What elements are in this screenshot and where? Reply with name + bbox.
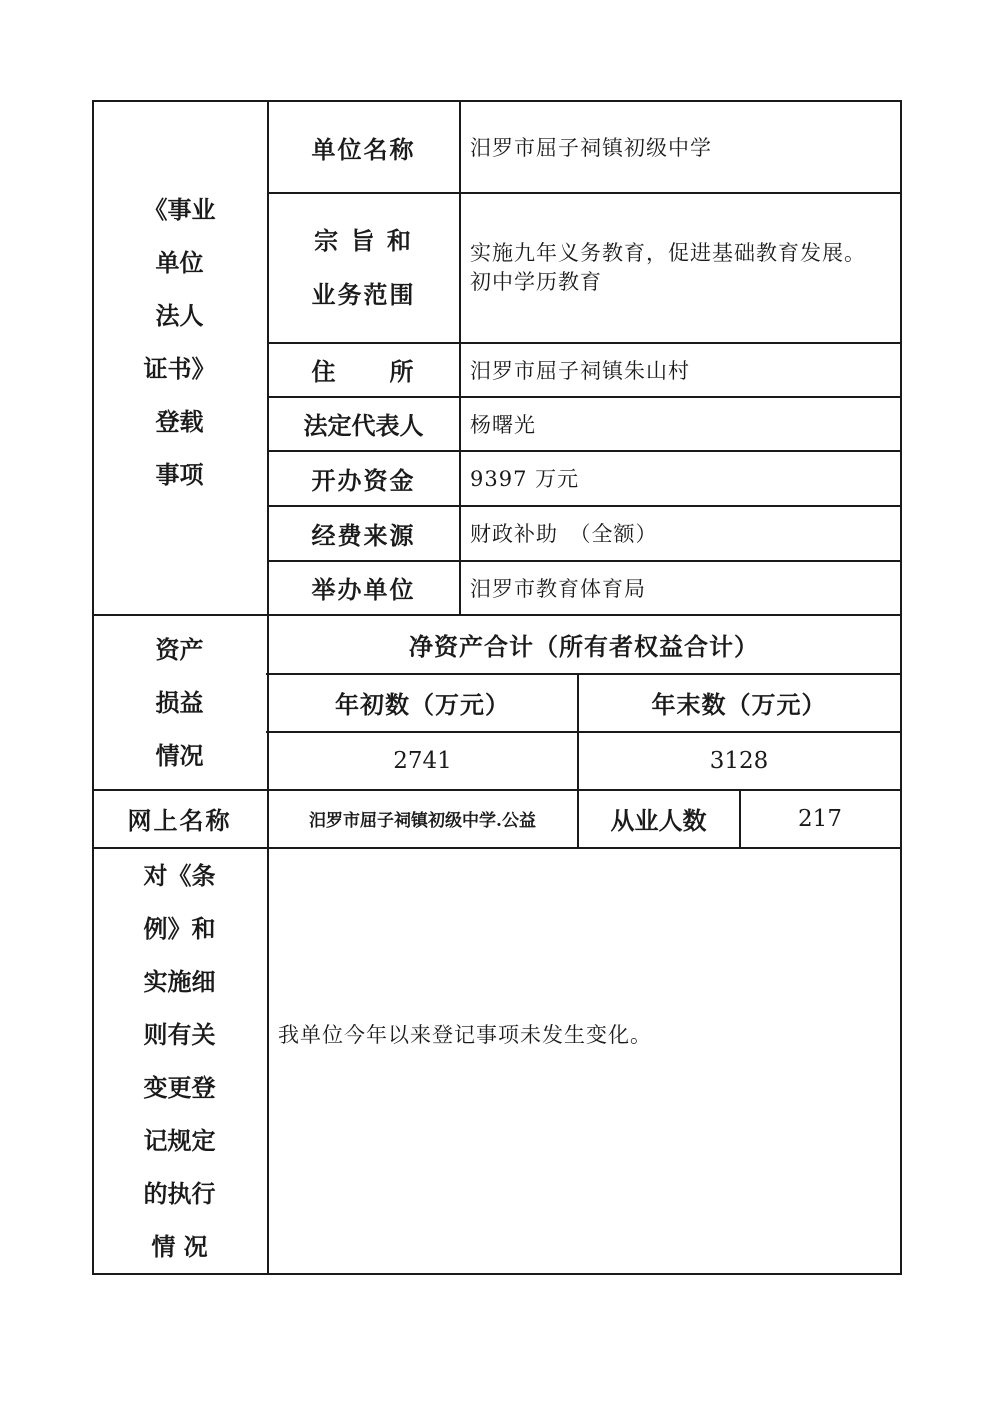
start-of-year-label: 年初数（万元） [335, 690, 510, 719]
legal-representative-label: 法定代表人 [303, 411, 424, 440]
compliance-value: 我单位今年以来登记事项未发生变化。 [278, 1023, 652, 1047]
registration-side-label-text: 《事业 单位 法人 证书》 登载 事项 [143, 195, 216, 489]
online-name-label: 网上名称 [127, 806, 232, 835]
net-assets-header: 净资产合计（所有者权益合计） [409, 631, 759, 661]
compliance-side-label [92, 848, 267, 1273]
registration-side-label [92, 100, 267, 614]
start-of-year-value: 2741 [393, 747, 452, 774]
compliance-side-label-text: 对《条 例》和 实施细 则有关 变更登 记规定 的执行 情 况 [143, 860, 216, 1261]
funding-source-label: 经费来源 [311, 520, 416, 550]
unit-name-value: 汨罗市屈子祠镇初级中学 [470, 136, 712, 160]
capital-value: 9397 万元 [470, 467, 580, 491]
online-name-value: 汨罗市屈子祠镇初级中学.公益 [309, 811, 536, 831]
purpose-scope-label: 宗 旨 和 业务范围 [311, 225, 416, 309]
end-of-year-label: 年末数（万元） [651, 690, 827, 719]
capital-label: 开办资金 [311, 465, 416, 495]
funding-source-value: 财政补助 （全额） [470, 522, 658, 546]
address-label: 住 所 [311, 357, 416, 386]
legal-representative-value: 杨曙光 [470, 412, 536, 437]
address-value: 汨罗市屈子祠镇朱山村 [470, 358, 690, 383]
sponsor-label: 举办单位 [311, 575, 416, 604]
staff-count-label: 从业人数 [610, 806, 707, 835]
end-of-year-value: 3128 [709, 747, 769, 774]
assets-side-label-text: 资产 损益 情况 [155, 634, 204, 770]
sponsor-value: 汨罗市教育体育局 [470, 576, 646, 601]
staff-count-value: 217 [798, 805, 842, 832]
purpose-scope-value: 实施九年义务教育，促进基础教育发展。 初中学历教育 [470, 240, 866, 294]
assets-side-label [92, 615, 267, 789]
unit-name-label: 单位名称 [311, 134, 416, 164]
